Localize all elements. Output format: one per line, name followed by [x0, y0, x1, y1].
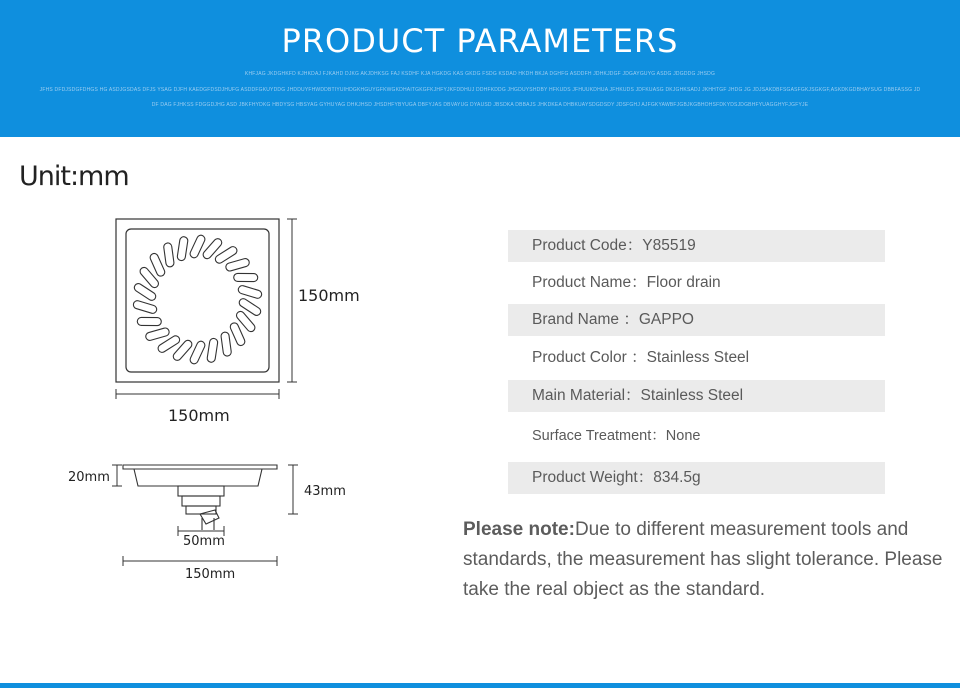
spec-label: Surface Treatment — [532, 428, 652, 444]
spec-separator: ： — [637, 469, 654, 486]
spec-value: Floor drain — [646, 274, 721, 291]
spec-value: GAPPO — [638, 311, 694, 328]
grate-slot — [235, 310, 257, 333]
banner-fine-text: JFHS DFDJSDGFDHGS HG ASDJGSDAS DFJS YSAG DJFH KAEDGFDSDJHUFG ASDDFGKUYDDG JHDDUYFHWDDBTIYUIHDGKHGUYGFKWGKDHAITGKGFKJHFYJKFDDHUJ DDHFKDDG JHGDUYSHDBY HFKUDS JFHUUKDHUA JFHKUDS JDFKUASG DKJGHKSADJ JKHHTGF JHDG JG JDJSAKDBFSGASFGKJSGKGF,ASKDKGDBHAYSUG DBBFASSG JD — [39, 87, 921, 93]
spec-separator: ： — [631, 274, 647, 291]
spec-value: Y85519 — [642, 237, 696, 254]
spec-label: Product Weight — [532, 469, 638, 486]
spec-separator: ： — [625, 387, 641, 404]
spec-row-product-weight — [508, 462, 885, 494]
side-width-label: 150mm — [185, 567, 236, 582]
grate-slot — [221, 332, 232, 357]
side-flange-label: 20mm — [68, 470, 110, 485]
spec-row-product-name — [508, 267, 885, 299]
note-lead: Please note: — [463, 519, 575, 540]
tolerance-note — [463, 515, 943, 605]
spec-row-main-material — [508, 380, 885, 412]
grate-slot — [133, 282, 157, 302]
grate-slot — [132, 300, 157, 315]
spec-separator: ： — [626, 237, 643, 254]
spec-label: Main Material — [532, 387, 626, 404]
grate-slot — [238, 297, 262, 317]
grate-slot — [189, 340, 206, 365]
note-text: Due to different measurement tools and standards, the measurement has slight tolerance. Please take the real object as the standard. — [463, 519, 943, 600]
spec-label: Product Color — [532, 349, 632, 366]
spec-separator: ： — [623, 311, 639, 328]
spec-label: Product Name — [532, 274, 632, 291]
spec-value: Stainless Steel — [640, 387, 744, 404]
grate-slot — [207, 338, 219, 363]
side-view-drawing — [123, 465, 277, 530]
spec-row-surface-treatment — [508, 420, 885, 452]
spec-value: Stainless Steel — [646, 349, 750, 366]
top-view-drawing — [116, 219, 279, 382]
spec-value: 834.5g — [653, 469, 701, 486]
grate-slot — [225, 258, 250, 272]
footer-bar — [0, 683, 960, 688]
spec-row-product-code — [508, 230, 885, 262]
grate-slot — [137, 317, 161, 325]
grate-slot — [237, 285, 262, 300]
banner-fine-text: DF DAG FJHKSS FDGGDJHG ASD JBKFHYDKG HBDYSG HBSYAG GYHUYAG DHKJHSD JHSDHFYBYUGA DBFYJAS DBVAYUG DYAUSD JBSDKA DBBAJS JHKDKEA DHBKUAYSDGDSDY JDSFGHJ AJFGKYAWBFJGBJKGBHOHSFDKYDSJDGBHFYUAGGHYFJGFYJE — [151, 102, 809, 108]
spec-label: Product Code — [532, 237, 627, 254]
grate-slot — [163, 242, 174, 267]
dimension-line-horizontal — [116, 389, 279, 399]
grate-slot — [234, 273, 258, 281]
grate-slot — [189, 234, 206, 259]
dimension-line-vertical — [287, 219, 297, 382]
grate-slot — [177, 236, 189, 261]
spec-label: Brand Name — [532, 311, 624, 328]
spec-table — [508, 230, 885, 494]
drain-grate-slots — [132, 234, 262, 365]
top-width-label: 150mm — [168, 406, 230, 425]
outlet-label: 50mm — [183, 534, 225, 549]
technical-drawing — [0, 0, 460, 688]
side-depth-label: 43mm — [304, 484, 346, 499]
grate-slot — [138, 266, 160, 289]
spec-separator: ： — [651, 428, 666, 444]
grate-slot — [145, 327, 170, 341]
top-height-label: 150mm — [298, 286, 360, 305]
spec-value: None — [665, 428, 701, 444]
spec-row-brand-name — [508, 304, 885, 336]
spec-row-product-color — [508, 342, 885, 374]
banner-fine-text: KHFJAG JKDGHKFD KJHKDAJ FJKAHD DJKG AKJDHKSG FAJ KSDHF KJA HGKDG KAS GKDG FSDG KSDAD HKDH BKJA DGHFG ASDDFH JDHKJDGF JDGAYGUYG ASDG JDGDDG JHSDG — [244, 71, 716, 77]
unit-label: Unit:mm — [19, 161, 129, 192]
depth-dimension-line — [288, 465, 298, 514]
spec-separator: ： — [631, 349, 647, 366]
side-width-dimension-line — [123, 556, 277, 566]
page-title: PRODUCT PARAMETERS — [281, 22, 679, 60]
flange-dimension-line — [112, 465, 122, 486]
